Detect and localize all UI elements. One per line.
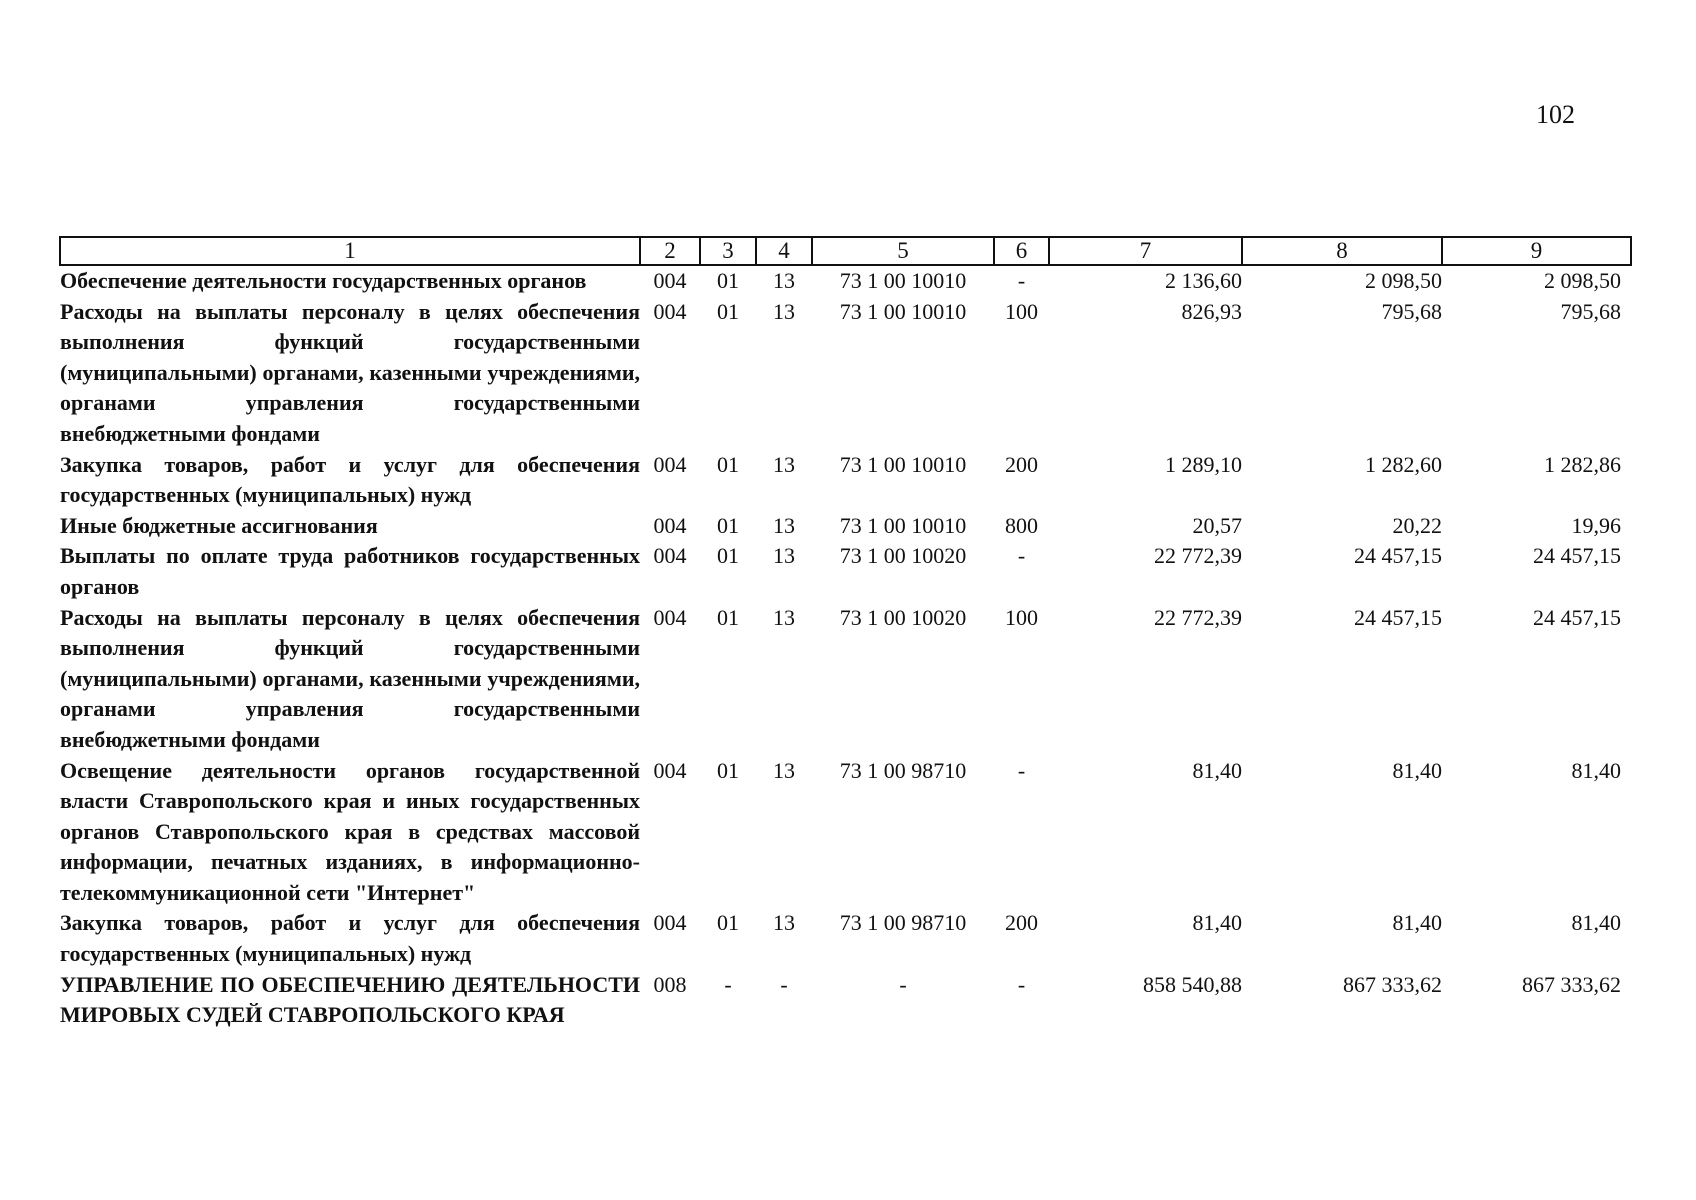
- amount-year-1: 2 136,60: [1165, 268, 1242, 293]
- header-row: [60, 237, 1631, 265]
- section-code: 01: [717, 268, 739, 293]
- amount-year-2: 867 333,62: [1343, 971, 1442, 997]
- target-article-code: 73 1 00 10010: [839, 512, 967, 538]
- target-article-code: 73 1 00 10020: [839, 604, 967, 630]
- header-cell-subsection: 4: [756, 237, 812, 265]
- amount-year-2: 20,22: [1392, 512, 1442, 538]
- expense-type-code: 200: [1005, 451, 1038, 477]
- target-article-code: 73 1 00 98710: [839, 757, 967, 783]
- row-name: Иные бюджетные ассигнования: [60, 512, 378, 538]
- amount-year-2: 1 282,60: [1365, 451, 1442, 477]
- row-name: УПРАВЛЕНИЕ ПО ОБЕСПЕЧЕНИЮ ДЕЯТЕЛЬНОСТИ МИРОВЫХ СУДЕЙ СТАВРОПОЛЬСКОГО КРАЯ: [60, 971, 640, 1028]
- expense-type-code: 100: [1005, 604, 1038, 630]
- amount-year-3: 795,68: [1560, 298, 1621, 324]
- amount-year-2: 795,68: [1381, 298, 1442, 324]
- header-cell-section: 3: [700, 237, 756, 265]
- table-row: [60, 908, 1631, 969]
- amount-year-1: 22 772,39: [1154, 543, 1242, 569]
- amount-year-3: 81,40: [1571, 910, 1621, 936]
- table-row: [60, 541, 1631, 602]
- section-code: 01: [717, 543, 739, 569]
- table-row: [60, 265, 1631, 297]
- ministry-code: 004: [653, 451, 687, 477]
- header-cell-name: 1: [60, 237, 640, 265]
- table-row: [60, 450, 1631, 511]
- amount-year-3: 24 457,15: [1533, 604, 1621, 630]
- amount-year-3: 1 282,86: [1544, 451, 1621, 477]
- ministry-code: 004: [653, 543, 687, 569]
- amount-year-2: 81,40: [1392, 910, 1442, 936]
- subsection-code: 13: [773, 268, 795, 293]
- row-name: Выплаты по оплате труда работников государственных органов: [60, 543, 640, 599]
- subsection-code: 13: [773, 543, 795, 569]
- amount-year-1: 20,57: [1192, 512, 1242, 538]
- amount-year-3: 19,96: [1571, 512, 1621, 538]
- section-code: 01: [717, 512, 739, 538]
- row-name: Закупка товаров, работ и услуг для обеспечения государственных (муниципальных) нужд: [60, 910, 640, 967]
- expense-type-code: 100: [1005, 298, 1038, 324]
- subsection-code: 13: [773, 604, 795, 630]
- amount-year-1: 81,40: [1192, 910, 1242, 936]
- page-number: 102: [1536, 100, 1575, 129]
- target-article-code: 73 1 00 10010: [839, 298, 967, 324]
- ministry-code: 004: [653, 604, 687, 630]
- subsection-code: 13: [773, 512, 795, 538]
- table-row: [60, 511, 1631, 542]
- header-cell-year-3: 9: [1442, 237, 1631, 265]
- target-article-code: 73 1 00 98710: [839, 910, 967, 936]
- subsection-code: 13: [773, 757, 795, 783]
- expense-type-code: -: [1017, 268, 1026, 293]
- expense-type-code: -: [1017, 543, 1026, 569]
- section-code: 01: [717, 451, 739, 477]
- amount-year-2: 81,40: [1392, 757, 1442, 783]
- amount-year-3: 867 333,62: [1522, 971, 1621, 997]
- subsection-code: 13: [773, 910, 795, 936]
- subsection-code: -: [780, 971, 788, 997]
- amount-year-3: 81,40: [1571, 757, 1621, 783]
- header-cell-expense-type: 6: [994, 237, 1049, 265]
- row-name: Освещение деятельности органов государственной власти Ставропольского края и иных государственных органов Ставропольского края в средствах массовой информации, печатных изданиях, в информационно-телекоммуникационной сети "Интернет": [60, 757, 640, 905]
- section-code: 01: [717, 910, 739, 936]
- amount-year-1: 826,93: [1181, 298, 1242, 324]
- target-article-code: 73 1 00 10010: [839, 451, 967, 477]
- table-body: [60, 265, 1631, 1031]
- amount-year-3: 24 457,15: [1533, 543, 1621, 569]
- amount-year-3: 2 098,50: [1544, 268, 1621, 293]
- amount-year-1: 81,40: [1192, 757, 1242, 783]
- table-row: [60, 603, 1631, 756]
- section-code: 01: [717, 298, 739, 324]
- table-header: [60, 237, 1631, 265]
- subsection-code: 13: [773, 298, 795, 324]
- amount-year-1: 858 540,88: [1143, 971, 1242, 997]
- expense-type-code: -: [1017, 971, 1026, 997]
- row-name: Обеспечение деятельности государственных органов: [60, 268, 587, 293]
- table-row: [60, 297, 1631, 450]
- section-code: -: [724, 971, 732, 997]
- ministry-code: 004: [653, 512, 687, 538]
- ministry-code: 008: [653, 971, 687, 997]
- amount-year-1: 1 289,10: [1165, 451, 1242, 477]
- header-cell-year-1: 7: [1049, 237, 1242, 265]
- ministry-code: 004: [653, 757, 687, 783]
- table-row: [60, 970, 1631, 1031]
- expense-type-code: 200: [1005, 910, 1038, 936]
- row-name: Закупка товаров, работ и услуг для обеспечения государственных (муниципальных) нужд: [60, 451, 640, 508]
- section-code: 01: [717, 604, 739, 630]
- target-article-code: -: [899, 971, 907, 997]
- amount-year-2: 24 457,15: [1354, 543, 1442, 569]
- expense-type-code: 800: [1005, 512, 1038, 538]
- ministry-code: 004: [653, 910, 687, 936]
- section-code: 01: [717, 757, 739, 783]
- subsection-code: 13: [773, 451, 795, 477]
- row-name: Расходы на выплаты персоналу в целях обеспечения выполнения функций государственными (муниципальными) органами, казенными учреждениями, органами управления государственными внебюджетными фондами: [60, 298, 640, 446]
- header-cell-ministry: 2: [640, 237, 700, 265]
- target-article-code: 73 1 00 10010: [839, 268, 967, 293]
- budget-table: [59, 236, 1632, 1031]
- amount-year-2: 24 457,15: [1354, 604, 1442, 630]
- header-cell-year-2: 8: [1242, 237, 1442, 265]
- row-name: Расходы на выплаты персоналу в целях обеспечения выполнения функций государственными (муниципальными) органами, казенными учреждениями, органами управления государственными внебюджетными фондами: [60, 604, 640, 752]
- amount-year-2: 2 098,50: [1365, 268, 1442, 293]
- table-row: [60, 756, 1631, 909]
- header-cell-target-article: 5: [812, 237, 994, 265]
- amount-year-1: 22 772,39: [1154, 604, 1242, 630]
- ministry-code: 004: [653, 298, 687, 324]
- target-article-code: 73 1 00 10020: [839, 543, 967, 569]
- expense-type-code: -: [1017, 757, 1026, 783]
- ministry-code: 004: [653, 268, 687, 293]
